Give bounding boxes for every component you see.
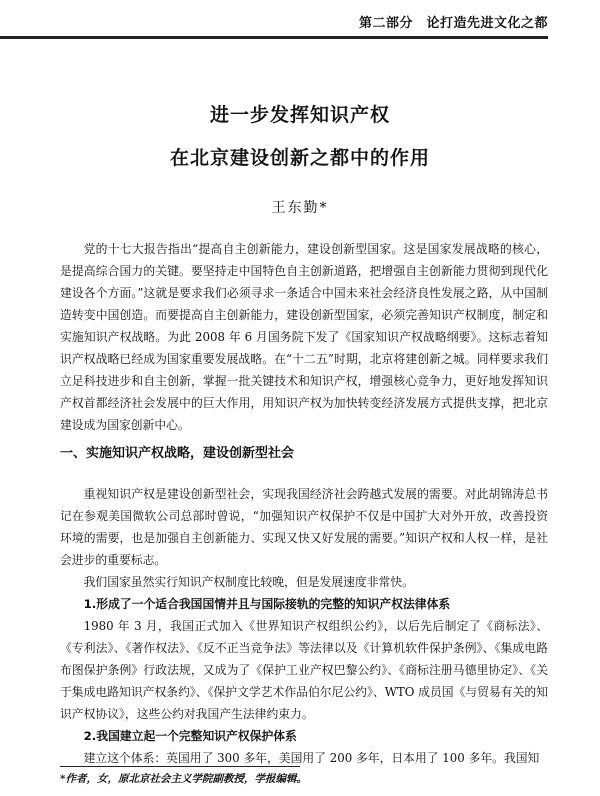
intro-paragraph: 党的十七大报告指出“提高自主创新能力，建设创新型国家。这是国家发展战略的核心，是提高综合国力的关键。要坚持走中国特色自主创新道路，把增强自主创新能力贯彻到现代化建设各个方面。”这就是要求我们必须寻求一条适合中国未来社会经济良性发展之路，从中国制造转变中国创造。而要提高自主创新能力，建设创新型国家，必须完善知识产权制度，制定和实施知识产权战略。为此 2008 年 6 月国务院下发了《国家知识产权战略纲要》。这标志着知识产权战略已经成为国家重要发展战略。在“十二五”时期，北京将建创新之城。同样要求我们立足科技进步和自主创新，掌握一批关键技术和知识产权，增强核心竞争力，更好地发挥知识产权首都经济社会发展中的巨大作用，用知识产权为加快转变经济发展方式提供支撑，把北京建设成为国家创新中心。 (60, 242, 548, 432)
section-heading: 一、实施知识产权战略，建设创新型社会 (60, 446, 295, 461)
section-paragraph: 1980 年 3 月，我国正式加入《世界知识产权组织公约》，以后先后制定了《商标法》、《专利法》、《著作权法》、《反不正当竞争法》等法律以及《计算机软件保护条例》、《集成电路布图保护条例》行政法规，又成为了《保护工业产权巴黎公约》、《商标注册马德里协定》、《关于集成电路知识产权条约》、《保护文学艺术作品伯尔尼公约》、WTO 成员国《与贸易有关的知识产权协议》，这些公约对我国产生法律约束力。 (60, 619, 548, 721)
title-line-1: 进一步发挥知识产权 (209, 104, 390, 126)
section-paragraph: 我们国家虽然实行知识产权制度比较晚，但是发展速度非常快。 (83, 575, 414, 589)
section-paragraph: 重视知识产权是建设创新型社会，实现我国经济社会跨越式发展的需要。对此胡锦涛总书记在参观美国微软公司总部时曾说，“加强知识产权保护不仅是中国扩大对外开放，改善投资环境的需要，也是加强自主创新能力、实现又快又好发展的需要。”知识产权和人权一样，是社会进步的重要标志。 (60, 487, 548, 567)
intro-section (60, 238, 548, 436)
running-head: 第二部分 论打造先进文化之都 (358, 16, 548, 31)
title-line-2: 在北京建设创新之都中的作用 (169, 147, 430, 169)
section-paragraph: 建立这个体系：英国用了 300 多年，美国用了 200 多年，日本用了 100 多年。我国知 (83, 751, 540, 765)
section-body (60, 483, 548, 769)
author: 王东勤* (271, 200, 329, 216)
footnote-rule (60, 766, 300, 767)
subheading: 2.我国建立起一个完整知识产权保护体系 (83, 729, 297, 743)
header-rule (0, 36, 548, 39)
subheading: 1.形成了一个适合我国国情并且与国际接轨的完整的知识产权法律体系 (83, 597, 451, 611)
footnote: *作者，女，原北京社会主义学院副教授，学报编辑。 (60, 773, 307, 785)
